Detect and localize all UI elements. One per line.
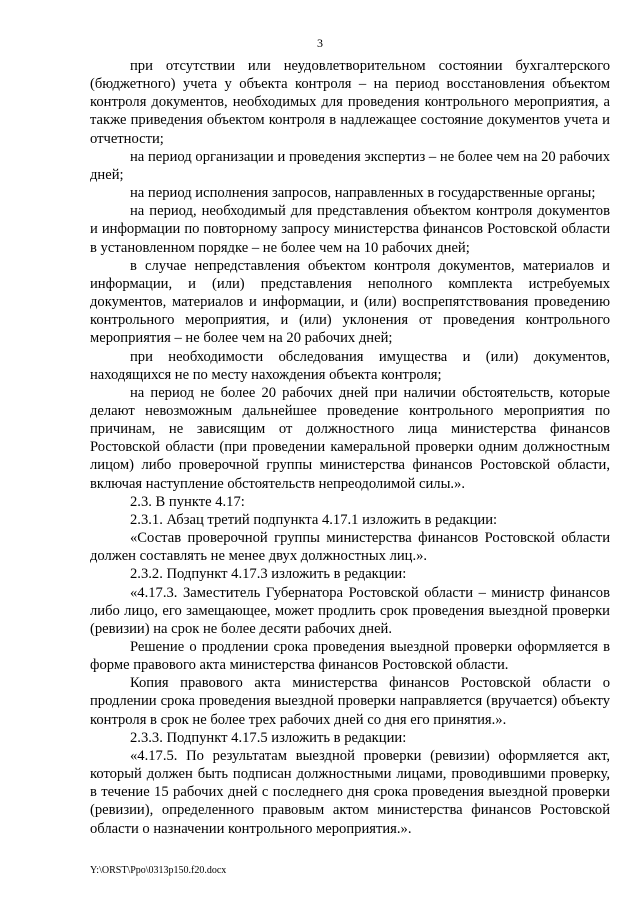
paragraph: при отсутствии или неудовлетворительном состоянии бухгалтерского (бюджетного) учета у объекта контроля – на период восстановления объектом контроля документов, необходимых для проведения контрольного мероприятия, а также приведения объектом контроля в надлежащее состояние документов учета и отчетности; [90, 58, 610, 147]
page-number: 3 [317, 36, 323, 50]
paragraph: на период не более 20 рабочих дней при наличии обстоятельств, которые делают невозможным дальнейшее проведение контрольного мероприятия по причинам, не зависящим от должностного лица министерства финансов Ростовской области (при проведении камеральной проверки одним должностным лицом) либо проверочной группы министерства финансов Ростовской области, включая наступление обстоятельств непреодолимой силы.». [90, 384, 610, 492]
paragraph: на период исполнения запросов, направленных в государственные органы; [130, 185, 596, 202]
paragraph: «4.17.3. Заместитель Губернатора Ростовской области – министр финансов либо лицо, его замещающее, может продлить срок проведения выездной проверки (ревизии) на срок не более десяти рабочих дней. [90, 584, 610, 637]
paragraph: Решение о продлении срока проведения выездной проверки оформляется в форме правового акта министерства финансов Ростовской области. [90, 639, 610, 674]
paragraph: 2.3.1. Абзац третий подпункта 4.17.1 изложить в редакции: [130, 511, 498, 528]
paragraph: на период организации и проведения экспертиз – не более чем на 20 рабочих дней; [90, 148, 610, 183]
file-path-footer: Y:\ORST\Ppo\0313p150.f20.docx [90, 865, 227, 876]
document-body [90, 57, 610, 838]
paragraph: на период, необходимый для представления объектом контроля документов и информации по повторному запросу министерства финансов Ростовской области в установленном порядке – не более чем на 10 рабочих дней; [90, 203, 610, 256]
paragraph: «4.17.5. По результатам выездной проверки (ревизии) оформляется акт, который должен быть подписан должностными лицами, проводившими проверку, в течение 15 рабочих дней с последнего дня срока проведения выездной проверки (ревизии), определенного правовым актом министерства финансов Ростовской области о назначении контрольного мероприятия.». [90, 747, 610, 837]
paragraph: в случае непредставления объектом контроля документов, материалов и информации, и (или) представления неполного комплекта истребуемых документов, материалов и информации, и (или) воспрепятствования проведению контрольного мероприятия, и (или) уклонения от проведения контрольного мероприятия – не более чем на 20 рабочих дней; [90, 257, 610, 347]
paragraph: 2.3.3. Подпункт 4.17.5 изложить в редакции: [130, 729, 407, 746]
paragraph: 2.3.2. Подпункт 4.17.3 изложить в редакции: [130, 566, 407, 583]
paragraph: Копия правового акта министерства финансов Ростовской области о продлении срока проведения выездной проверки направляется (вручается) объекту контроля в срок не более трех рабочих дней со дня его принятия.». [90, 675, 610, 728]
paragraph: при необходимости обследования имущества и (или) документов, находящихся не по месту нахождения объекта контроля; [90, 348, 610, 383]
paragraph: «Состав проверочной группы министерства финансов Ростовской области должен составлять не менее двух должностных лиц.». [90, 530, 610, 565]
paragraph: 2.3. В пункте 4.17: [130, 493, 245, 510]
